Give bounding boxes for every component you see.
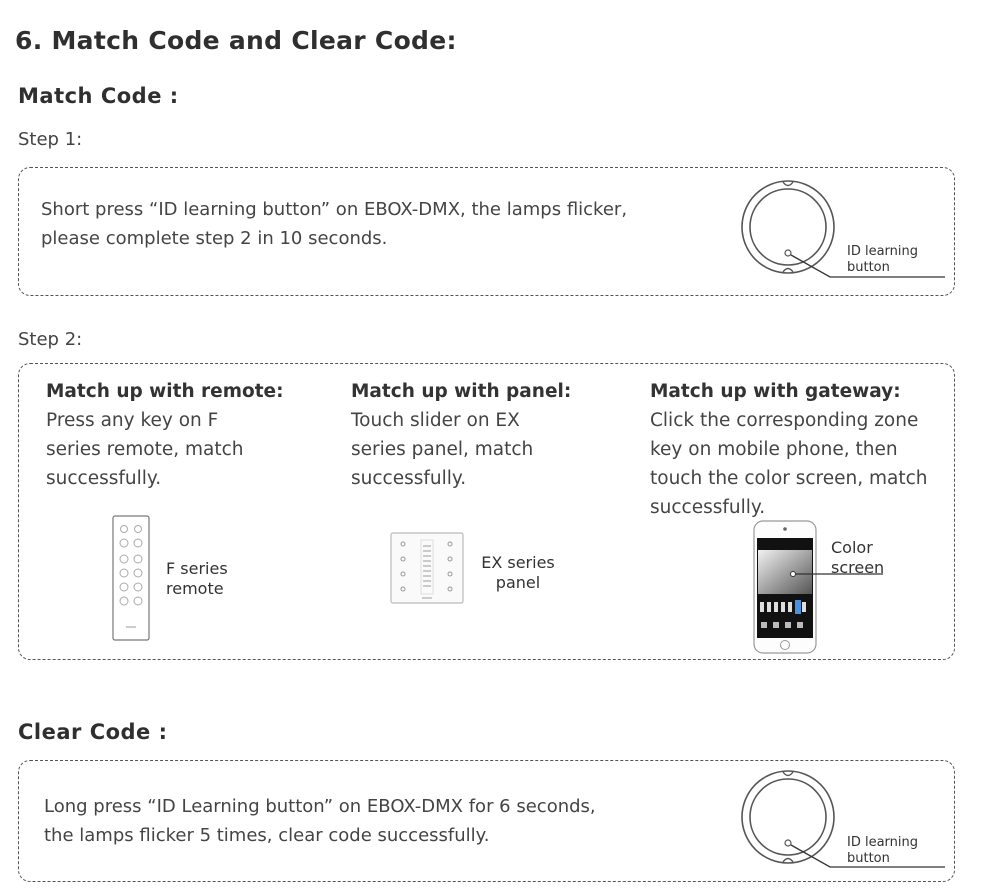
clear-code-callout-line2: button bbox=[847, 851, 890, 866]
step1-text-line1: Short press “ID learning button” on EBOX-DMX, the lamps flicker, bbox=[41, 199, 628, 220]
panel-line-3: successfully. bbox=[351, 468, 467, 489]
page-title: 6. Match Code and Clear Code: bbox=[15, 26, 457, 55]
step1-callout-line2: button bbox=[847, 260, 890, 275]
clear-code-callout bbox=[847, 835, 918, 867]
remote-illustration bbox=[112, 515, 152, 643]
panel-caption-line1: EX series bbox=[481, 553, 555, 572]
panel-title: Match up with panel: bbox=[351, 381, 572, 402]
gateway-caption bbox=[831, 538, 884, 578]
gateway-line-3: touch the color screen, match bbox=[650, 468, 928, 489]
gateway-column bbox=[650, 378, 928, 522]
step1-text-line2: please complete step 2 in 10 seconds. bbox=[41, 228, 388, 249]
remote-caption bbox=[166, 559, 228, 599]
panel-line-1: Touch slider on EX bbox=[351, 410, 520, 431]
remote-line-2: series remote, match bbox=[46, 439, 244, 460]
remote-column bbox=[46, 378, 284, 493]
gateway-line-4: successfully. bbox=[650, 497, 766, 518]
step2-label: Step 2: bbox=[18, 329, 83, 350]
panel-line-2: series panel, match bbox=[351, 439, 534, 460]
gateway-caption-line2: screen bbox=[831, 558, 885, 577]
panel-caption-line2: panel bbox=[495, 573, 541, 592]
step1-callout bbox=[847, 244, 918, 276]
gateway-caption-line1: Color bbox=[831, 538, 873, 557]
gateway-title: Match up with gateway: bbox=[650, 381, 901, 402]
step1-callout-line1: ID learning bbox=[847, 244, 919, 259]
clear-code-callout-line1: ID learning bbox=[847, 835, 919, 850]
clear-code-text-line2: the lamps flicker 5 times, clear code successfully. bbox=[44, 825, 490, 846]
step1-label: Step 1: bbox=[18, 129, 83, 150]
gateway-line-1: Click the corresponding zone bbox=[650, 410, 919, 431]
step1-text bbox=[41, 195, 627, 253]
remote-line-3: successfully. bbox=[46, 468, 162, 489]
panel-caption bbox=[478, 553, 558, 593]
gateway-line-2: key on mobile phone, then bbox=[650, 439, 898, 460]
remote-line-1: Press any key on F bbox=[46, 410, 219, 431]
remote-caption-line2: remote bbox=[166, 579, 224, 598]
clear-code-text bbox=[44, 792, 596, 850]
clear-code-text-line1: Long press “ID Learning button” on EBOX-DMX for 6 seconds, bbox=[44, 796, 596, 817]
panel-column bbox=[351, 378, 571, 493]
match-code-heading: Match Code : bbox=[18, 84, 179, 108]
remote-caption-line1: F series bbox=[166, 559, 228, 578]
clear-code-heading: Clear Code : bbox=[18, 720, 168, 744]
ex-panel-illustration bbox=[390, 532, 466, 606]
remote-title: Match up with remote: bbox=[46, 381, 284, 402]
